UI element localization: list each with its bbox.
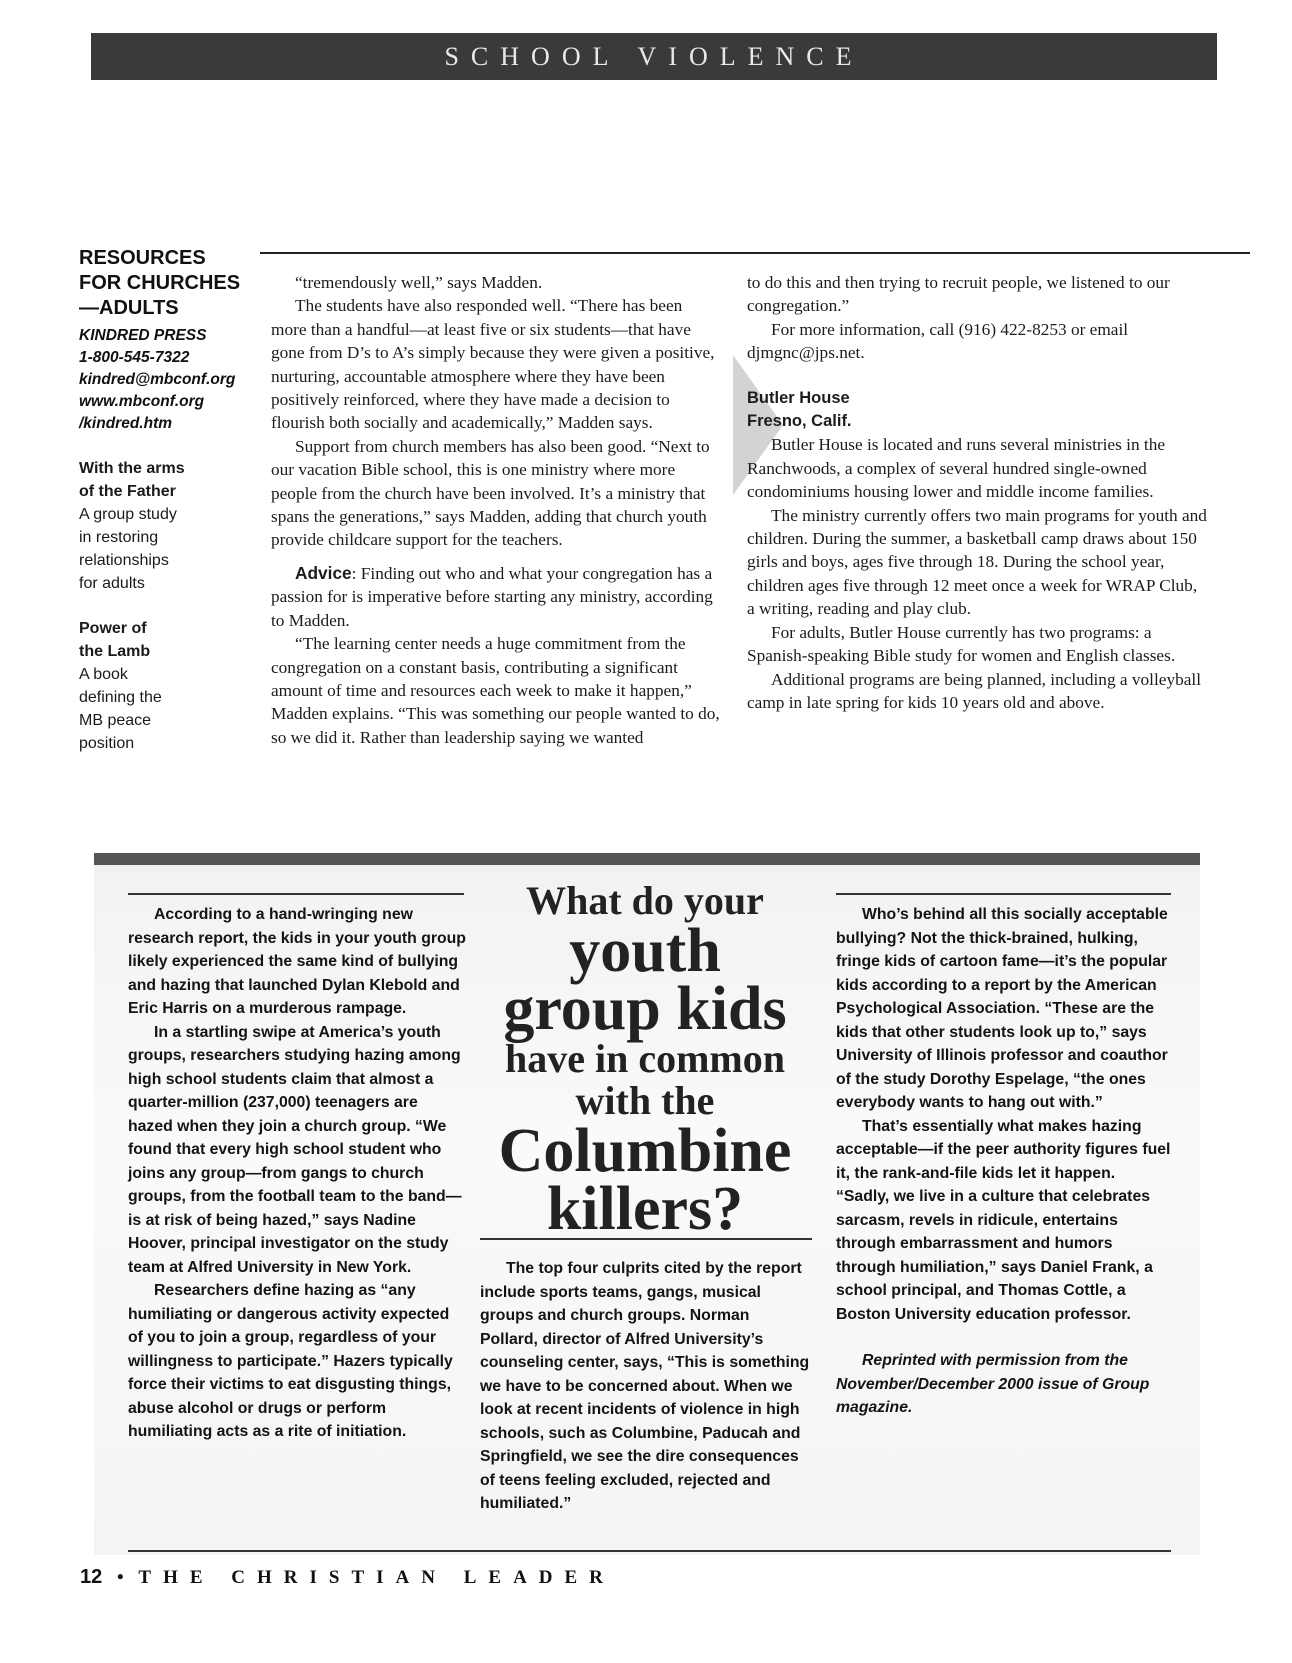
page-footer: [80, 1566, 615, 1589]
headline-line: youth: [569, 917, 721, 985]
feature-paragraph: Researchers define hazing as “any humiliating or dangerous activity expected of you to join a group, regardless of your willingness to participate.” Hazers typically force their victims to eat disgusting things, abuse alcohol or drugs or perform humiliating acts as a rite of initiation.: [128, 1282, 453, 1440]
resource-title: the Lamb: [79, 643, 151, 660]
resource-title: With the arms: [79, 460, 185, 477]
page-number: 12: [80, 1566, 103, 1588]
publisher-name: KINDRED PRESS: [79, 327, 207, 344]
article-paragraph: Butler House is located and runs several ministries in the Ranchwoods, a complex of several hundred single-owned condominiums housing lower and middle income families.: [747, 435, 1166, 502]
sidebar-heading-line: FOR CHURCHES: [79, 272, 241, 294]
article-top-rule: [260, 252, 1250, 254]
feature-paragraph: The top four culprits cited by the report include sports teams, gangs, musical groups and church groups. Norman Pollard, director of Alfred University’s counseling center, says, “This is something we have to be concerned about. When we look at recent incidents of violence in high schools, such as Columbine, Paducah and Springfield, we see the dire consequences of teens feeling excluded, rejected and humiliated.”: [480, 1260, 810, 1512]
article-paragraph: to do this and then trying to recruit people, we listened to our congregation.”: [747, 273, 1170, 316]
feature-paragraph: In a startling swipe at America’s youth groups, researchers studying hazing among high school students claim that almost a quarter-million (237,000) teenagers are hazed when they join a church group. “We found that every high school student who joins any group—from gangs to church groups, from the football team to the band—is at risk of being hazed,” says Nadine Hoover, principal investigator on the study team at Alfred University in New York.: [128, 1023, 462, 1276]
resource-description: MB peace: [79, 712, 152, 729]
resource-description: A book: [79, 666, 128, 683]
advice-text: : Finding out who and what your congregation has a passion for is imperative before starting any ministry, according to Madden.: [271, 563, 713, 630]
publisher-phone: 1-800-545-7322: [79, 349, 190, 366]
resource-description: A group study: [79, 506, 177, 523]
article-paragraph: “The learning center needs a huge commitment from the congregation on a constant basis, contributing a significant amount of time and resources each week to make it happen,” Madden explains. “This was something our people wanted to do, so we did it. Rather than leadership saying we wanted: [271, 634, 720, 747]
publisher-info: [79, 325, 254, 435]
publisher-url-path: /kindred.htm: [79, 415, 173, 432]
sidebar-heading: [79, 246, 254, 321]
resource-description: defining the: [79, 689, 162, 706]
publisher-url: www.mbconf.org: [79, 393, 205, 410]
subhead-line: Butler House: [747, 388, 850, 407]
article-paragraph: The ministry currently offers two main programs for youth and children. During the summer, a basketball camp draws about 150 girls and boys, ages five through 18. During the school year, children ages five through 12 meet once a week for WRAP Club, a writing, reading and play club.: [747, 505, 1207, 619]
resources-sidebar: [79, 246, 254, 755]
section-divider-band: [94, 853, 1200, 865]
section-header-band: [91, 33, 1217, 80]
feature-headline: [470, 878, 820, 1243]
resource-description: position: [79, 735, 135, 752]
feature-paragraph: According to a hand-wringing new research report, the kids in your youth group likely experienced the same kind of bullying and hazing that launched Dylan Klebold and Eric Harris on a murderous rampage.: [128, 906, 466, 1017]
advice-label: Advice: [295, 562, 352, 583]
article-column-2: [747, 271, 1207, 714]
feature-right-top-rule: [836, 893, 1171, 895]
footer-bullet: •: [117, 1567, 124, 1588]
article-paragraph: Support from church members has also been good. “Next to our vacation Bible school, this is one ministry where more people from the church have been involved. It’s a ministry that spans the generations,” says Madden, adding that church youth provide childcare support for the teachers.: [271, 436, 710, 550]
feature-bottom-rule: [128, 1550, 1171, 1552]
sidebar-heading-line: RESOURCES: [79, 247, 206, 269]
headline-line: Columbine: [498, 1117, 792, 1185]
publisher-email: kindred@mbconf.org: [79, 371, 236, 388]
resource-description: for adults: [79, 575, 145, 592]
article-paragraph: For more information, call (916) 422-8253 or email djmgnc@jps.net.: [747, 319, 1129, 363]
article-paragraph: The students have also responded well. “There has been more than a handful—at least five or six students—that have gone from D’s to A’s simply because they were given a positive, nurturing, accountable atmosphere where they have been positively reinforced, where they have made a decision to flourish both socially and academically,” Madden says.: [271, 296, 715, 433]
article-paragraph: For adults, Butler House currently has two programs: a Spanish-speaking Bible study for women and English classes.: [747, 622, 1176, 666]
resource-item: [79, 457, 254, 595]
reprint-credit: Reprinted with permission from the November/December 2000 issue of Group magazine.: [836, 1352, 1150, 1416]
feature-center-column: [480, 1257, 810, 1516]
headline-line: killers?: [546, 1175, 744, 1243]
resource-title: of the Father: [79, 483, 176, 500]
section-title: SCHOOL VIOLENCE: [444, 42, 864, 71]
article-paragraph: “tremendously well,” says Madden.: [295, 273, 543, 292]
resource-description: relationships: [79, 552, 169, 569]
butler-house-subhead: [747, 387, 1207, 434]
article-column-1: [271, 271, 721, 749]
resource-description: in restoring: [79, 529, 159, 546]
publication-title: THE CHRISTIAN LEADER: [138, 1567, 615, 1588]
sidebar-heading-line: —ADULTS: [79, 297, 179, 319]
resource-title: Power of: [79, 620, 147, 637]
feature-left-column: [128, 903, 466, 1444]
headline-line: with the: [575, 1078, 715, 1123]
headline-line: have in common: [505, 1036, 785, 1081]
feature-right-column: [836, 903, 1171, 1420]
resource-item: [79, 617, 254, 755]
subhead-line: Fresno, Calif.: [747, 412, 852, 431]
article-paragraph: Additional programs are being planned, including a volleyball camp in late spring for kids 10 years old and above.: [747, 669, 1201, 712]
feature-left-top-rule: [128, 893, 464, 895]
headline-line: group kids: [503, 975, 787, 1043]
advice-paragraph: [271, 562, 721, 632]
feature-paragraph: That’s essentially what makes hazing acceptable—if the peer authority figures fuel it, the rank-and-file kids let it happen. “Sadly, we live in a culture that celebrates sarcasm, revels in ridicule, entertains through embarrassment and humors through humiliation,” says Daniel Frank, a school principal, and Thomas Cottle, a Boston University education professor.: [836, 1117, 1171, 1323]
headline-line: What do your: [526, 878, 764, 923]
feature-paragraph: Who’s behind all this socially acceptable bullying? Not the thick-brained, hulking, fringe kids of cartoon fame—it’s the popular kids according to a report by the American Psychological Association. “These are the kids that other students look up to,” says University of Illinois professor and coauthor of the study Dorothy Espelage, “the ones everybody wants to hang out with.”: [836, 906, 1168, 1111]
